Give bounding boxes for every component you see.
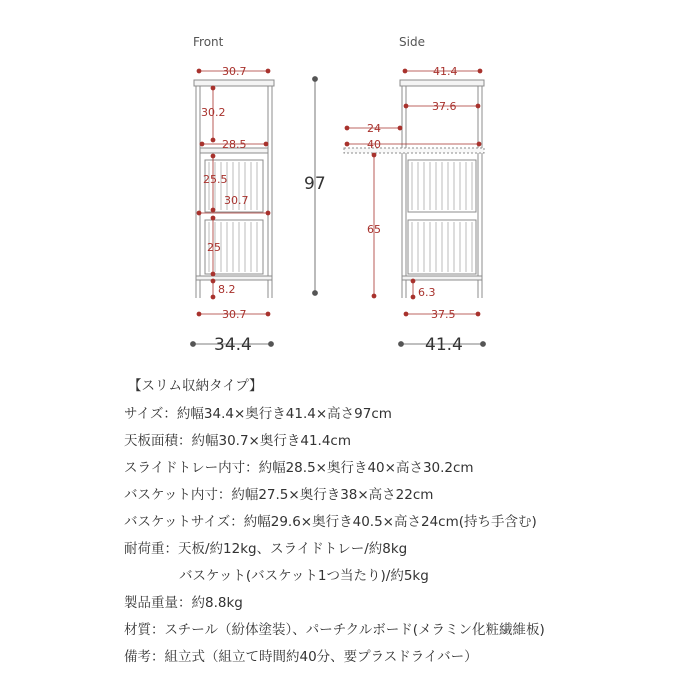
spec-load-basket: バスケット(バスケット1つ当たり)/約5kg — [179, 568, 429, 584]
front-mid-width: 30.7 — [224, 194, 249, 207]
side-inner-depth: 37.6 — [432, 100, 457, 113]
side-tray-offset: 24 — [367, 122, 381, 135]
side-rack-drawing — [344, 80, 484, 298]
side-tray-depth: 40 — [367, 138, 381, 151]
spec-notes: 備考：組立式（組立て時間約40分、要プラスドライバー） — [124, 649, 478, 665]
front-bottom-gap: 8.2 — [218, 283, 236, 296]
front-tray-height: 30.2 — [201, 106, 226, 119]
spec-tray-inner: スライドトレー内寸：約幅28.5×奥行き40×高さ30.2cm — [124, 460, 474, 476]
side-basket-wires — [412, 162, 472, 272]
front-bottom-width: 30.7 — [222, 308, 247, 321]
front-basket2-height: 25 — [207, 241, 221, 254]
spec-basket-size: バスケットサイズ：約幅29.6×奥行き40.5×高さ24cm(持ち手含む) — [124, 514, 537, 530]
spec-load: 耐荷重：天板/約12kg、スライドトレー/約8kg — [124, 541, 408, 557]
spec-weight: 製品重量：約8.8kg — [124, 595, 243, 611]
side-top-depth: 41.4 — [433, 65, 458, 78]
spec-material: 材質：スチール（紛体塗装）、パーチクルボード(メラミン化粧繊維板) — [124, 622, 545, 638]
front-basket1-height: 25.5 — [203, 173, 228, 186]
spec-top-area: 天板面積：約幅30.7×奥行き41.4cm — [124, 433, 352, 449]
side-lower-height: 65 — [367, 223, 381, 236]
front-top-width: 30.7 — [222, 65, 247, 78]
spec-size: サイズ：約幅34.4×奥行き41.4×高さ97cm — [124, 406, 392, 422]
front-total-height: 97 — [304, 174, 326, 194]
spec-basket-inner: バスケット内寸：約幅27.5×奥行き38×高さ22cm — [124, 487, 434, 503]
side-overall-depth: 41.4 — [425, 335, 463, 355]
front-tray-width: 28.5 — [222, 138, 247, 151]
side-bottom-depth: 37.5 — [431, 308, 456, 321]
side-view-label: Side — [399, 35, 425, 49]
front-view-label: Front — [193, 35, 224, 49]
front-overall-width: 34.4 — [214, 335, 252, 355]
side-bottom-gap: 6.3 — [418, 286, 436, 299]
spec-title: 【スリム収納タイプ】 — [128, 378, 263, 394]
